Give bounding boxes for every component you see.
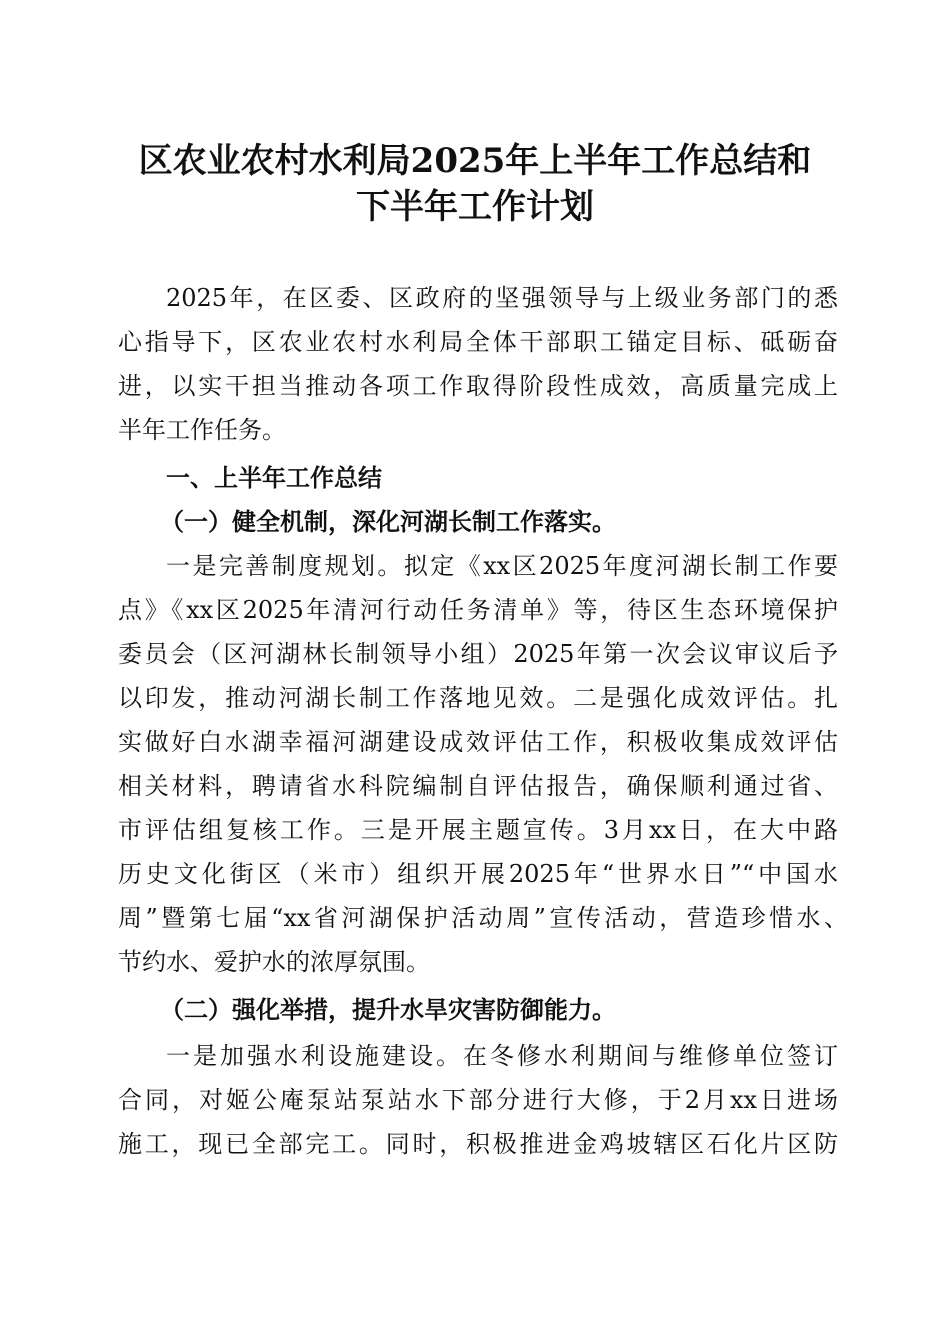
body-line: 以印发，推动河湖长制工作落地见效。二是强化成效评估。扎 (118, 684, 838, 712)
document-title-line-2: 下半年工作计划 (356, 187, 594, 227)
body-line: 点》《xx区2025年清河行动任务清单》等，待区生态环境保护 (118, 596, 838, 624)
document-title-line-1: 区农业农村水利局2025年上半年工作总结和 (138, 141, 812, 181)
body-line: 委员会（区河湖林长制领导小组）2025年第一次会议审议后予 (118, 640, 838, 668)
body-line: 节约水、爱护水的浓厚氛围。 (118, 948, 430, 976)
intro-line: 2025年，在区委、区政府的坚强领导与上级业务部门的悉 (166, 284, 838, 312)
subsection-2-heading: （二）强化举措，提升水旱灾害防御能力。 (160, 995, 616, 1024)
intro-line: 心指导下，区农业农村水利局全体干部职工锚定目标、砥砺奋 (118, 328, 838, 356)
subsection-1-heading: （一）健全机制，深化河湖长制工作落实。 (160, 507, 616, 536)
body-line: 历史文化街区（米市）组织开展2025年“世界水日”“中国水 (118, 860, 838, 888)
body-line: 实做好白水湖幸福河湖建设成效评估工作，积极收集成效评估 (118, 728, 838, 756)
body-line: 一是完善制度规划。拟定《xx区2025年度河湖长制工作要 (166, 552, 838, 580)
section-1-heading: 一、上半年工作总结 (166, 464, 382, 492)
body-line: 一是加强水利设施建设。在冬修水利期间与维修单位签订 (166, 1042, 838, 1070)
intro-line: 半年工作任务。 (118, 416, 286, 444)
body-line: 周”暨第七届“xx省河湖保护活动周”宣传活动，营造珍惜水、 (118, 904, 848, 932)
body-line: 合同，对姬公庵泵站泵站水下部分进行大修，于2月xx日进场 (118, 1086, 838, 1114)
intro-line: 进，以实干担当推动各项工作取得阶段性成效，高质量完成上 (118, 372, 838, 400)
body-line: 市评估组复核工作。三是开展主题宣传。3月xx日，在大中路 (118, 816, 838, 844)
body-line: 施工，现已全部完工。同时，积极推进金鸡坡辖区石化片区防 (118, 1130, 838, 1158)
body-line: 相关材料，聘请省水科院编制自评估报告，确保顺利通过省、 (118, 772, 838, 800)
